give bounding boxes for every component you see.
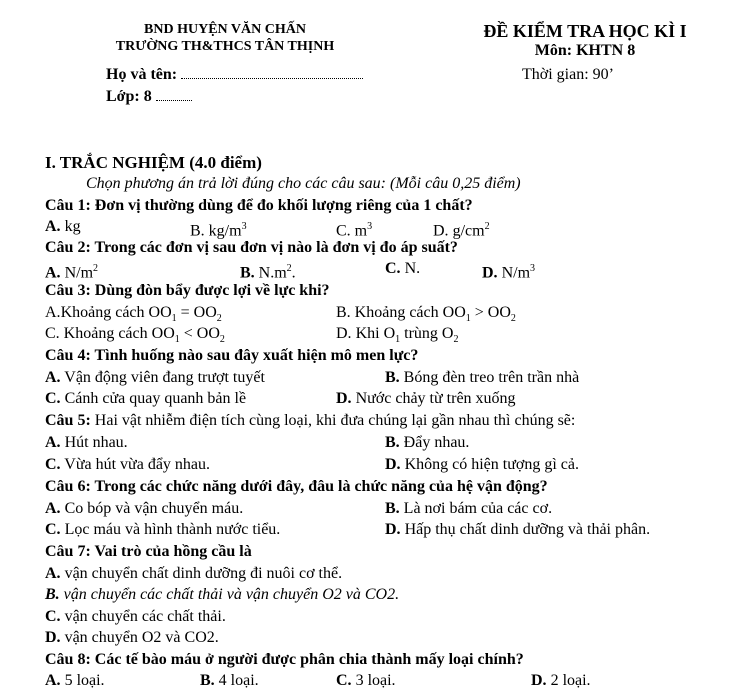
- time-label: Thời gian: 90’: [522, 66, 614, 83]
- question-8: Câu 8: Các tế bào máu ở người được phân chia thành mấy loại chính?: [45, 651, 524, 668]
- exam-title: ĐỀ KIỂM TRA HỌC KÌ I: [483, 21, 687, 41]
- q7-option-d: D. vận chuyển O2 và CO2.: [45, 629, 219, 646]
- name-label: Họ và tên:: [106, 66, 178, 83]
- q2-option-c: C. N.: [385, 260, 421, 277]
- q4-option-a: A. Vận động viên đang trượt tuyết: [45, 369, 265, 386]
- class-blank: [156, 88, 192, 101]
- q8-option-c: C. 3 loại.: [336, 672, 396, 689]
- question-1: Câu 1: Đơn vị thường dùng để đo khối lượng riêng của 1 chất?: [45, 197, 473, 214]
- class-label: Lớp: 8: [106, 88, 152, 105]
- name-blank: [181, 66, 363, 79]
- question-6: Câu 6: Trong các chức năng dưới đây, đâu là chức năng của hệ vận động?: [45, 478, 548, 495]
- q5-option-b: B. Đẩy nhau.: [385, 434, 470, 451]
- q2-option-a: A. $N/m^2$: [45, 263, 99, 282]
- q7-option-b: B. vận chuyển các chất thải và vận chuyển O2 và CO2.: [45, 586, 400, 603]
- q6-option-c: C. Lọc máu và hình thành nước tiểu.: [45, 521, 281, 538]
- q3-option-b: B. Khoảng cách $OO_1 > OO_2$: [336, 304, 516, 325]
- q8-option-b: B. 4 loại.: [200, 672, 259, 689]
- q5-option-a: A. Hút nhau.: [45, 434, 128, 451]
- q1-option-b: B. $kg/m^3$: [190, 221, 247, 240]
- q1-option-c: C. $m^3$: [336, 221, 373, 240]
- q5-option-c: C. Vừa hút vừa đẩy nhau.: [45, 456, 211, 473]
- q4-option-d: D. Nước chảy từ trên xuống: [336, 390, 516, 407]
- q6-option-a: A. Co bóp và vận chuyển máu.: [45, 500, 244, 517]
- q1-option-a: A. kg: [45, 218, 81, 235]
- q4-option-c: C. Cánh cửa quay quanh bản lề: [45, 390, 247, 407]
- q4-option-b: B. Bóng đèn treo trên trần nhà: [385, 369, 580, 386]
- q3-option-c: C. Khoảng cách $OO_1 < OO_2$: [45, 325, 225, 346]
- q2-option-b: B. $N.m^2$.: [240, 263, 296, 282]
- q5-option-d: D. Không có hiện tượng gì cả.: [385, 456, 579, 473]
- q7-option-a: A. vận chuyển chất dinh dưỡng đi nuôi cơ thể.: [45, 565, 343, 582]
- district-name: BND HUYỆN VĂN CHẤN: [144, 22, 306, 37]
- class-field: [106, 88, 192, 106]
- question-5: Câu 5: Hai vật nhiễm điện tích cùng loại, khi đưa chúng lại gần nhau thì chúng sẽ:: [45, 412, 576, 429]
- q2-option-d: D. $N/m^3$: [482, 263, 536, 282]
- question-3: Câu 3: Dùng đòn bẩy được lợi về lực khi?: [45, 282, 330, 299]
- question-2: Câu 2: Trong các đơn vị sau đơn vị nào là đơn vị đo áp suất?: [45, 239, 458, 256]
- q3-option-a: A.Khoảng cách $OO_1 = OO_2$: [45, 304, 222, 325]
- section-instruction: Chọn phương án trả lời đúng cho các câu sau: (Mỗi câu 0,25 điểm): [86, 175, 521, 192]
- q3-option-d: D. Khi $O_1$ trùng $O_2$: [336, 325, 459, 346]
- q8-option-a: A. 5 loại.: [45, 672, 105, 689]
- section-title: I. TRẮC NGHIỆM (4.0 điểm): [45, 153, 262, 172]
- question-7: Câu 7: Vai trò của hồng cầu là: [45, 543, 252, 560]
- q6-option-b: B. Là nơi bám của các cơ.: [385, 500, 553, 517]
- question-4: Câu 4: Tình huống nào sau đây xuất hiện mô men lực?: [45, 347, 419, 364]
- q6-option-d: D. Hấp thụ chất dinh dưỡng và thải phân.: [385, 521, 651, 538]
- q1-option-d: D. $g/cm^2$: [433, 221, 490, 240]
- name-field: [106, 66, 363, 84]
- school-name: TRƯỜNG TH&THCS TÂN THỊNH: [115, 39, 335, 54]
- q8-option-d: D. 2 loại.: [531, 672, 591, 689]
- exam-subject: Môn: KHTN 8: [534, 42, 636, 59]
- q7-option-c: C. vận chuyển các chất thải.: [45, 608, 226, 625]
